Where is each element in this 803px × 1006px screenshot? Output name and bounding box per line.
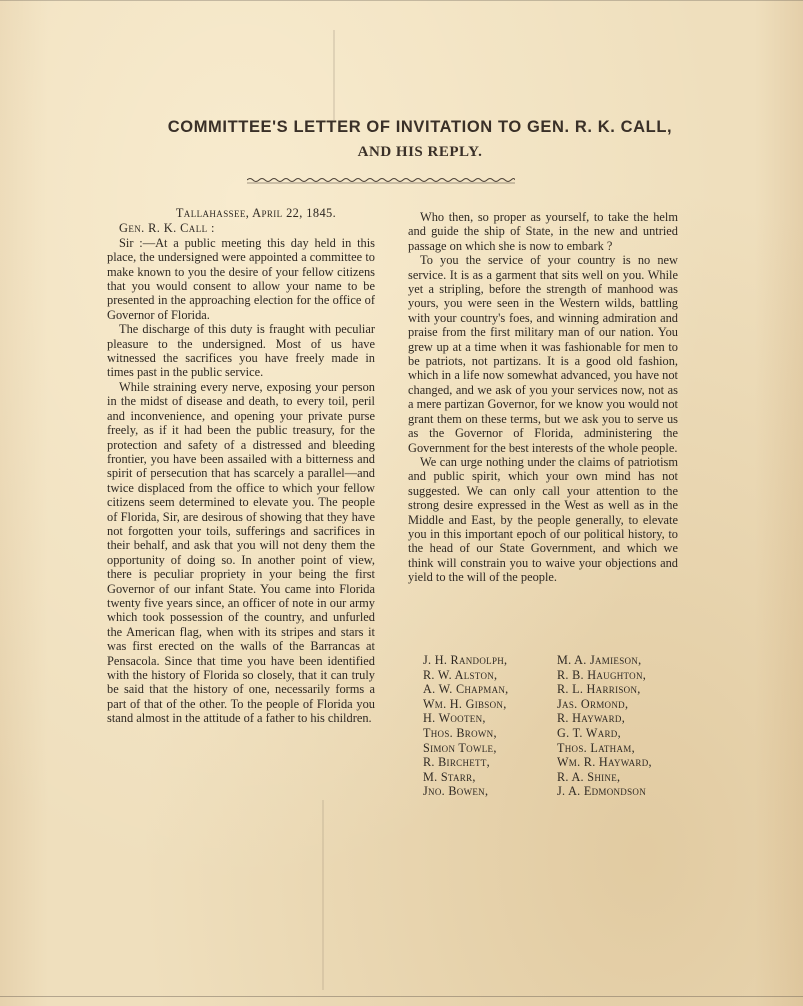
signatory-name: R. B. Haughton, — [557, 667, 647, 682]
signatory-name: H. Wooten, — [423, 711, 486, 726]
paragraph: We can urge nothing under the claims of patriotism and public spirit, which your own mind has not suggested. We can only call your attention to the strong desire expressed in the West as well as in the Middle and East, by the people generally, to elevate you in this important epoch of our political history, to the head of our State Government, and which we think will constrain you to waive your objections and yield to the will of the people. — [408, 454, 678, 585]
signatory-name: Wm. H. Gibson, — [423, 696, 507, 711]
signatory-name: M. Starr, — [423, 769, 476, 784]
signatory-name: Wm. R. Hayward, — [557, 755, 652, 770]
signatory-name: J. A. Edmondson — [557, 784, 647, 799]
signatory-name: Jas. Ormond, — [557, 696, 629, 711]
top-edge-line — [0, 0, 803, 1]
signatories-list — [423, 653, 685, 799]
fold-mark — [322, 800, 324, 990]
signatory-name: R. Birchett, — [423, 755, 490, 770]
signatory-name: G. T. Ward, — [557, 725, 621, 740]
bottom-edge-line — [0, 996, 803, 997]
signatory-name: Simon Towle, — [423, 740, 497, 755]
signatory-name: R. W. Alston, — [423, 667, 498, 682]
signatory-name: A. W. Chapman, — [423, 682, 509, 697]
signatory-name: M. A. Jamieson, — [557, 653, 642, 667]
signatory-name: Thos. Latham, — [557, 740, 635, 755]
letter-column-left — [107, 206, 375, 726]
paragraph: While straining every nerve, exposing your person in the midst of disease and death, to every toil, peril and inconvenience, and opening your private purse freely, as if it had been the public treasury, for the protection and safety of a distressed and bleeding frontier, you have been assailed with a bitterness and spirit of persecution that has scarcely a parallel—and twice displaced from the office to which your fellow citizens seem determined to elevate you. The people of Florida, Sir, are desirous of showing that they have not forgotten your toils, sufferings and sacrifices in their behalf, and ask that you will not deny them the opportunity of doing so. In another point of view, there is peculiar propriety in your being the first Governor of our infant State. You came into Florida twenty five years since, an officer of note in our army which took possession of the country, and unfurled the American flag, when with its stripes and stars it was first erected on the walls of the Barrancas at Pensacola. Since that time you have been identified with the history of Florida so closely, that it can truly be said that the history of one, necessarily forms a part of that of the other. To the people of Florida you stand almost in the attitude of a father to his children. — [107, 379, 375, 726]
paragraph: Who then, so proper as yourself, to take the helm and guide the ship of State, in the new and untried passage on which she is now to embark ? — [408, 210, 678, 253]
signatory-name: Jno. Bowen, — [423, 784, 489, 799]
signatory-name: R. L. Harrison, — [557, 682, 641, 697]
paragraph: Sir :—At a public meeting this day held in this place, the undersigned were appointed a committee to make known to you the desire of your fellow citizens that you would consent to allow your name to be presented in the approaching election for the office of Governor of Florida. — [107, 235, 375, 322]
signatory-name: R. Hayward, — [557, 711, 626, 726]
document-subtitle: AND HIS REPLY. — [357, 144, 483, 160]
paragraph: To you the service of your country is no new service. It is as a garment that sits well on you. While yet a stripling, before the strength of manhood was yours, you were seen in the Western wilds, battling with your country's foes, and winning admiration and praise from the first military man of our nation. You grew up at a time when it was fashionable for men to be patriots, not partizans. It is a good old fashion, which in a life now somewhat advanced, you have not changed, and we ask of you your services now, not as a mere partizan Governor, for we know you would not grant them on these terms, but we ask you to serve us as the Governor of Florida, administering the Government for the best interests of the whole people. — [408, 253, 678, 455]
paragraph: The discharge of this duty is fraught with peculiar pleasure to the undersigned. Most of us have witnessed the sacrifices you have freely made in times past in the public service. — [107, 322, 375, 380]
fold-mark — [333, 30, 335, 120]
dateline: Tallahassee, April 22, 1845. — [175, 206, 337, 220]
signatory-name: R. A. Shine, — [557, 769, 621, 784]
signatory-name: Thos. Brown, — [423, 725, 497, 740]
wavy-rule-divider — [247, 176, 515, 186]
signatory-name: J. H. Randolph, — [423, 653, 508, 667]
letter-column-right — [408, 210, 678, 585]
salutation: Gen. R. K. Call : — [119, 221, 215, 236]
document-title: COMMITTEE'S LETTER OF INVITATION TO GEN. R. K. CALL, — [167, 118, 673, 136]
